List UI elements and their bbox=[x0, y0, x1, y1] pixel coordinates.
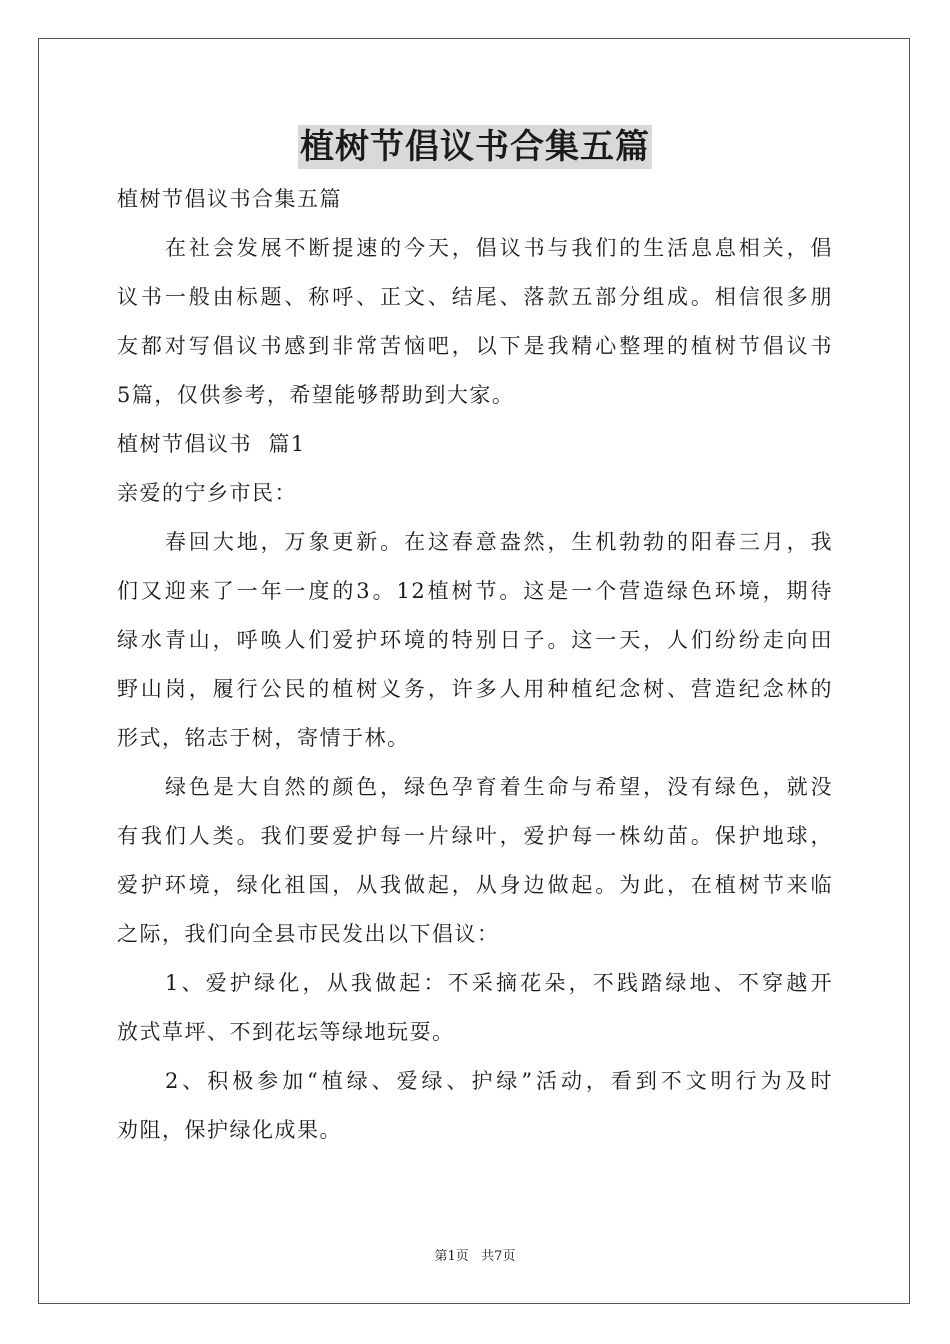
para1-line: 野山岗，履行公民的植树义务，许多人用种植纪念树、营造纪念林的 bbox=[117, 677, 833, 701]
document-title-wrap bbox=[0, 125, 950, 169]
document-body bbox=[117, 175, 833, 1155]
item1-line: 1、爱护绿化，从我做起：不采摘花朵，不践踏绿地、不穿越开 bbox=[165, 971, 833, 995]
intro-line: 在社会发展不断提速的今天，倡议书与我们的生活息息相关，倡 bbox=[165, 236, 833, 260]
intro-line: 议书一般由标题、称呼、正文、结尾、落款五部分组成。相信很多朋 bbox=[117, 285, 833, 309]
intro-line: 友都对写倡议书感到非常苦恼吧，以下是我精心整理的植树节倡议书 bbox=[117, 334, 833, 358]
section-heading: 植树节倡议书 篇1 bbox=[117, 432, 306, 456]
para1-line: 们又迎来了一年一度的3。12植树节。这是一个营造绿色环境，期待 bbox=[117, 579, 833, 603]
intro-line: 5篇，仅供参考，希望能够帮助到大家。 bbox=[117, 383, 515, 407]
salutation: 亲爱的宁乡市民： bbox=[117, 481, 297, 505]
item2-line: 劝阻，保护绿化成果。 bbox=[117, 1118, 342, 1142]
subtitle: 植树节倡议书合集五篇 bbox=[117, 187, 342, 211]
para1-line: 形式，铭志于树，寄情于林。 bbox=[117, 726, 410, 750]
para2-line: 之际，我们向全县市民发出以下倡议： bbox=[117, 922, 500, 946]
item1-line: 放式草坪、不到花坛等绿地玩耍。 bbox=[117, 1020, 455, 1044]
para2-line: 绿色是大自然的颜色，绿色孕育着生命与希望，没有绿色，就没 bbox=[165, 775, 833, 799]
document-title: 植树节倡议书合集五篇 bbox=[300, 127, 650, 167]
para2-line: 爱护环境，绿化祖国，从我做起，从身边做起。为此，在植树节来临 bbox=[117, 873, 833, 897]
page-footer: 第1页 共7页 bbox=[434, 1249, 516, 1264]
para1-line: 春回大地，万象更新。在这春意盎然，生机勃勃的阳春三月，我 bbox=[165, 530, 833, 554]
para2-line: 有我们人类。我们要爱护每一片绿叶，爱护每一株幼苗。保护地球， bbox=[117, 824, 833, 848]
para1-line: 绿水青山，呼唤人们爱护环境的特别日子。这一天，人们纷纷走向田 bbox=[117, 628, 833, 652]
item2-line: 2、积极参加“植绿、爱绿、护绿”活动，看到不文明行为及时 bbox=[165, 1069, 833, 1093]
